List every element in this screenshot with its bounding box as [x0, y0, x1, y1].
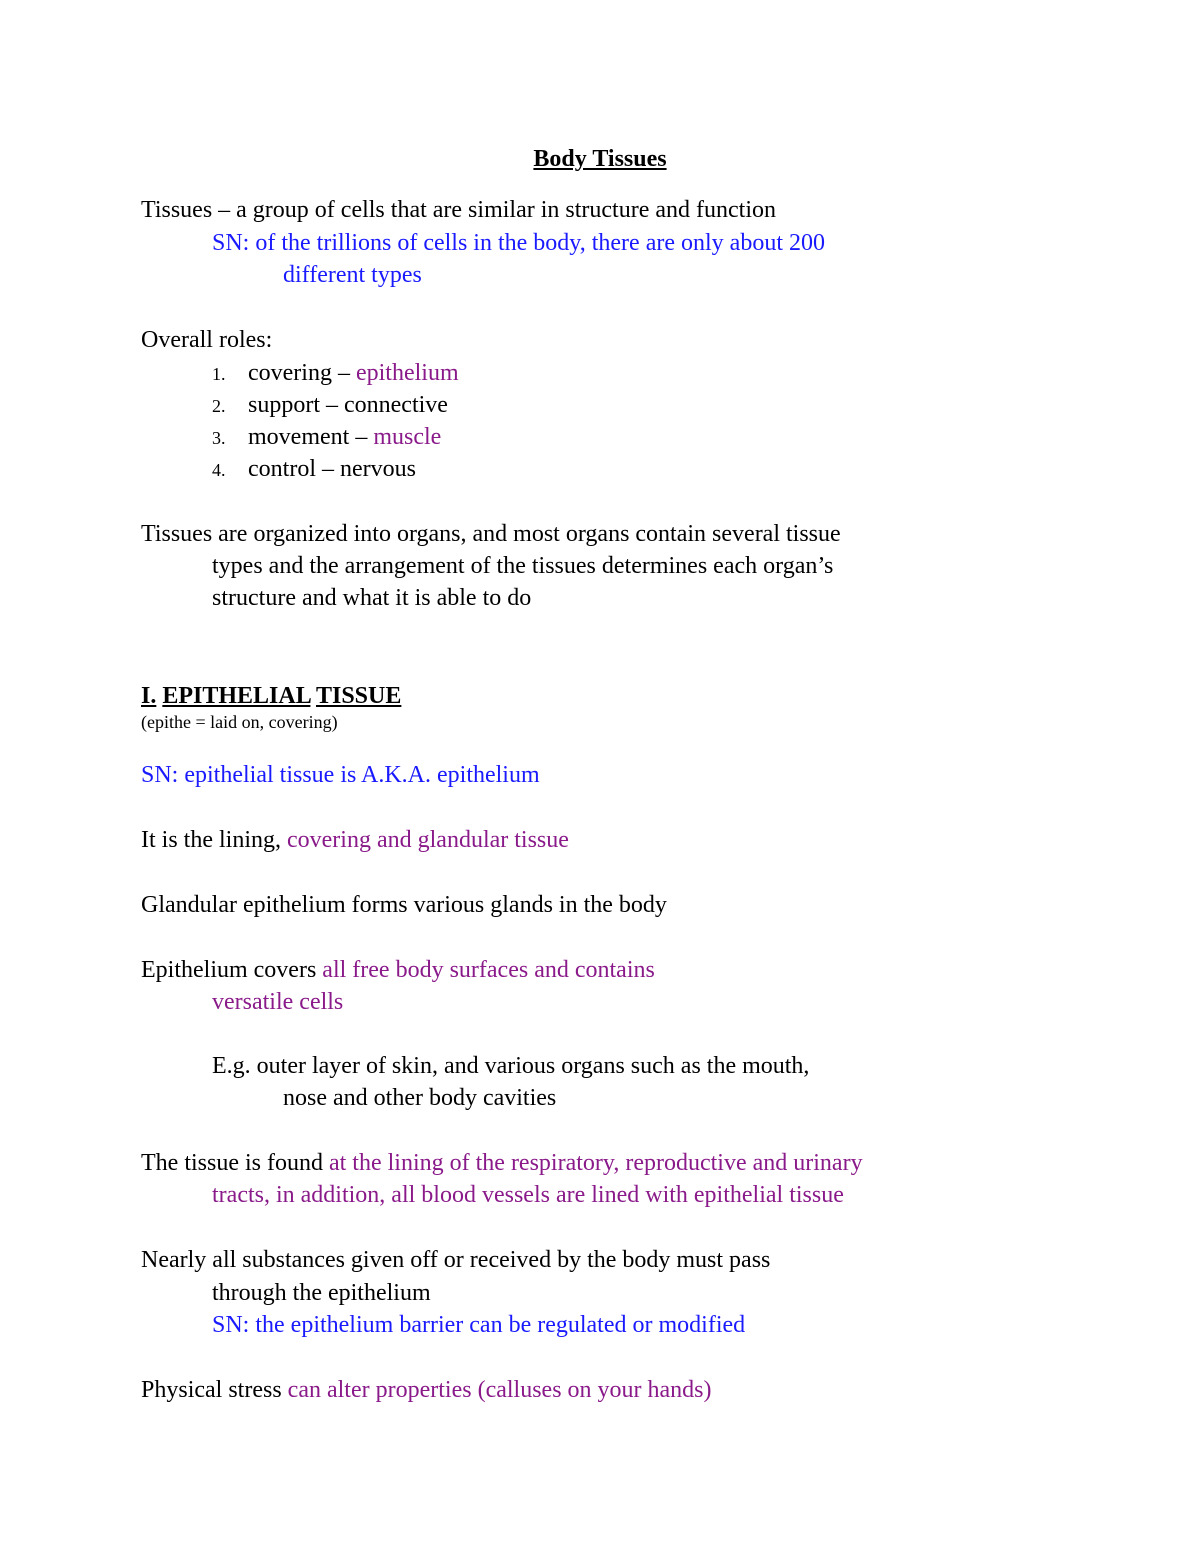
example-line1: E.g. outer layer of skin, and various organs such as the mouth,: [212, 1053, 810, 1079]
stress-text: Physical stress: [141, 1377, 288, 1403]
role-separator: –: [349, 424, 374, 450]
role-name: covering: [248, 360, 332, 386]
role-name: support: [248, 392, 320, 418]
covers-highlight: all free body surfaces and contains: [322, 957, 655, 983]
definition-note-line1: SN: of the trillions of cells in the body, there are only about 200: [212, 230, 825, 256]
page-title: Body Tissues: [533, 146, 667, 172]
section-heading-word2: TISSUE: [315, 683, 402, 709]
covers-line2: versatile cells: [212, 989, 344, 1015]
role-separator: –: [331, 360, 356, 386]
role-tissue: epithelium: [355, 360, 459, 386]
role-number: 4.: [212, 460, 226, 480]
stress-highlight: can alter properties (calluses on your hands): [287, 1377, 712, 1403]
pass-line2: through the epithelium: [212, 1280, 431, 1306]
found-text: The tissue is found: [141, 1150, 329, 1176]
role-item-support: [212, 390, 448, 421]
covers-text: Epithelium covers: [141, 957, 323, 983]
role-name: control: [248, 456, 316, 482]
definition-line: [141, 195, 776, 225]
organs-line2: types and the arrangement of the tissues determines each organ’s: [212, 553, 834, 579]
found-line2: tracts, in addition, all blood vessels are lined with epithelial tissue: [212, 1182, 844, 1208]
stress-line: [141, 1375, 712, 1405]
role-tissue: nervous: [339, 456, 416, 482]
barrier-sn-note: SN: the epithelium barrier can be regulated or modified: [212, 1312, 746, 1338]
roles-label: Overall roles:: [141, 327, 273, 353]
role-item-covering: [212, 358, 459, 389]
role-separator: –: [320, 392, 344, 418]
glandular-line: Glandular epithelium forms various glands in the body: [141, 892, 667, 918]
definition-text: – a group of cells that are similar in structure and function: [212, 197, 776, 223]
organs-line3: structure and what it is able to do: [212, 585, 532, 611]
found-line1: [141, 1148, 863, 1178]
lining-text: It is the lining,: [141, 827, 287, 853]
covers-line1: [141, 955, 655, 985]
section-heading-word1: EPITHELIAL: [162, 683, 311, 709]
role-number: 1.: [212, 364, 226, 384]
example-line2: nose and other body cavities: [283, 1085, 557, 1111]
role-separator: –: [315, 456, 340, 482]
lining-line: [141, 825, 569, 855]
found-highlight: at the lining of the respiratory, reproductive and urinary: [328, 1150, 863, 1176]
definition-term: Tissues: [141, 197, 213, 223]
role-tissue: muscle: [373, 424, 442, 450]
role-name: movement: [248, 424, 350, 450]
section-heading-epithelial: [141, 681, 401, 711]
role-number: 2.: [212, 396, 226, 416]
pass-line1: Nearly all substances given off or received by the body must pass: [141, 1247, 771, 1273]
role-number: 3.: [212, 428, 226, 448]
role-item-control: [212, 454, 416, 485]
etymology-note: (epithe = laid on, covering): [141, 712, 338, 732]
organs-line1: Tissues are organized into organs, and most organs contain several tissue: [141, 521, 841, 547]
role-tissue: connective: [344, 392, 448, 418]
lining-highlight: covering and glandular tissue: [287, 827, 569, 853]
epithelium-sn-note: SN: epithelial tissue is A.K.A. epithelium: [141, 762, 540, 788]
section-numeral: I.: [141, 683, 157, 709]
role-item-movement: [212, 422, 441, 453]
definition-note-line2: different types: [283, 262, 422, 288]
